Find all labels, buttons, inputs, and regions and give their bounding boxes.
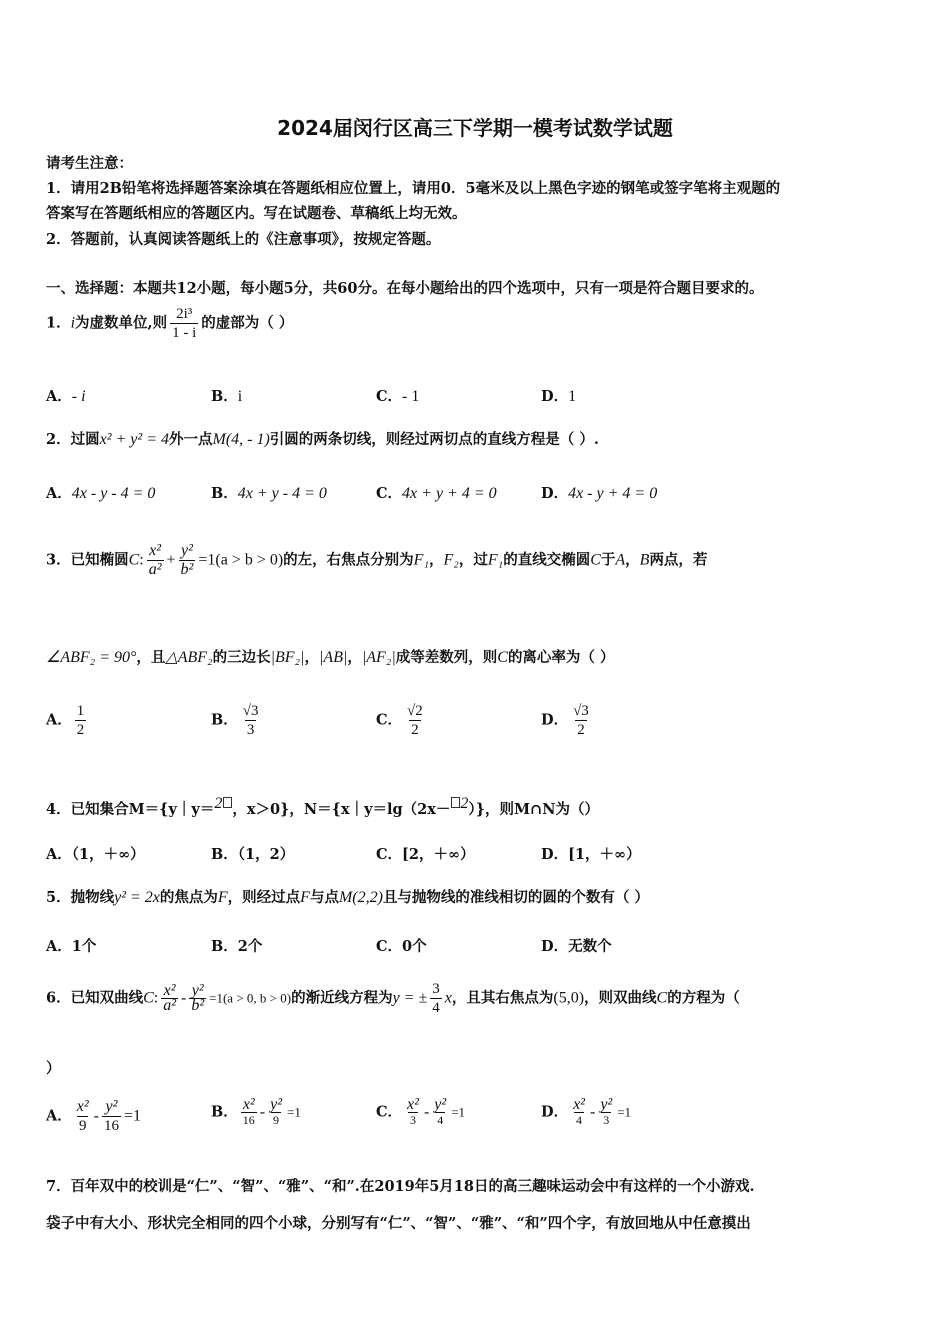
q3-side-af2: |AF₂| bbox=[361, 649, 396, 666]
q5-text-4: 且与抛物线的准线相切的圆的个数有（ ） bbox=[382, 889, 649, 906]
q3-text-5: 两点，若 bbox=[649, 551, 708, 569]
q6-option-d-eq: =1 bbox=[617, 1104, 632, 1120]
q5-option-a-value: 1个 bbox=[71, 938, 97, 955]
q1-var-i: i bbox=[70, 314, 76, 332]
notice-heading: 请考生注意： bbox=[46, 155, 133, 172]
q3-option-c-num: √2 bbox=[407, 703, 423, 719]
q5-text-1: 的焦点为 bbox=[159, 889, 218, 906]
question-1 bbox=[46, 305, 293, 342]
q3-option-c-frac bbox=[405, 702, 425, 739]
q6-option-b[interactable] bbox=[211, 1098, 301, 1127]
q1-number: 1． bbox=[46, 314, 71, 332]
q3-option-d-frac bbox=[571, 702, 591, 739]
q4-option-d-label: D． bbox=[541, 846, 569, 863]
q4-option-c-label: C． bbox=[376, 846, 403, 863]
q3-text-9: 的离心率为（ ） bbox=[507, 649, 615, 666]
q6-option-b-frac-1 bbox=[241, 1098, 257, 1127]
q6-asym-den: 4 bbox=[432, 1000, 440, 1016]
q3-ellipse-name-3: C bbox=[497, 649, 508, 666]
q6-option-b-n1: x² bbox=[242, 1096, 255, 1113]
q3-colon: : bbox=[139, 551, 144, 569]
q2-option-d-label: D． bbox=[541, 485, 569, 502]
q6-option-a-minus: - bbox=[93, 1107, 99, 1125]
q6-option-c-eq: =1 bbox=[451, 1104, 466, 1120]
notice-line-2: 2．答题前，认真阅读答题纸上的《注意事项》，按规定答题。 bbox=[46, 231, 441, 248]
q6-close-paren: ） bbox=[46, 1060, 61, 1077]
q6-option-b-d1: 16 bbox=[242, 1113, 255, 1127]
q6-option-c-n1: x² bbox=[407, 1096, 419, 1113]
q2-option-a-label: A． bbox=[46, 485, 72, 502]
q6-option-d-minus: - bbox=[589, 1103, 596, 1121]
question-6 bbox=[46, 980, 740, 1017]
q5-option-a-label: A． bbox=[46, 938, 72, 955]
q4-option-a-value: （1，＋∞） bbox=[71, 846, 145, 863]
q1-option-c-value: - 1 bbox=[402, 388, 420, 405]
q3-point-b: B bbox=[639, 551, 650, 569]
q3-option-d[interactable] bbox=[541, 702, 594, 739]
q5-option-a[interactable] bbox=[46, 935, 96, 956]
q6-option-a-eq: =1 bbox=[124, 1107, 142, 1125]
q1-text-1: 为虚数单位,则 bbox=[75, 314, 168, 332]
q1-frac-num: 2i³ bbox=[176, 306, 193, 322]
question-2 bbox=[46, 428, 599, 449]
q3-plus: + bbox=[166, 551, 176, 569]
q3-side-ab: |AB| bbox=[319, 649, 348, 666]
q4-option-b-value: （1，2） bbox=[237, 846, 295, 863]
q3-option-d-num: √3 bbox=[573, 703, 589, 719]
q4-option-b[interactable] bbox=[211, 843, 294, 864]
q6-option-b-d2: 9 bbox=[273, 1113, 280, 1127]
q6-option-a-n2: y² bbox=[105, 1098, 118, 1115]
q2-option-c-label: C． bbox=[376, 485, 403, 502]
q3-option-c-den: 2 bbox=[411, 722, 419, 738]
section-heading: 一、选择题：本题共12小题，每小题5分，共60分。在每小题给出的四个选项中，只有一项是符合题目要求的。 bbox=[46, 280, 764, 297]
q2-option-a-value: 4x - y - 4 = 0 bbox=[71, 485, 156, 502]
q3-text-7: 的三边长 bbox=[212, 649, 271, 666]
q3-eq-tail: =1(a > b > 0) bbox=[198, 551, 284, 569]
q4-exponent-1: 2 bbox=[214, 795, 223, 812]
q3-f2: F₂ bbox=[443, 551, 459, 569]
q5-focus-2: F bbox=[300, 889, 310, 906]
q6-option-a-frac-1 bbox=[75, 1098, 91, 1135]
q3-text-4: 于 bbox=[600, 551, 616, 569]
q3-option-d-label: D． bbox=[541, 711, 569, 729]
q4-option-c-value: [2，＋∞） bbox=[402, 846, 475, 863]
q3-text-8: 成等差数列，则 bbox=[395, 649, 498, 666]
q6-option-d-label: D． bbox=[541, 1103, 569, 1121]
q6-option-d-n1: x² bbox=[573, 1096, 585, 1113]
q4-option-d[interactable] bbox=[541, 843, 641, 864]
question-3-line-2: ∠ABF₂ = 90°，且△ABF₂的三边长|BF₂|，|AB|，|AF₂|成等差数列，则C的离心率为（ ） bbox=[46, 649, 615, 666]
q2-text-2: 引圆的两条切线，则经过两切点的直线方程是（ ）. bbox=[269, 431, 599, 448]
q6-hyperbola-name-2: C bbox=[656, 989, 668, 1007]
q2-number: 2．过圆 bbox=[46, 431, 100, 448]
q5-focus: F bbox=[217, 889, 228, 906]
q6-option-c-minus: - bbox=[423, 1103, 430, 1121]
q3-ellipse-name: C bbox=[128, 551, 140, 569]
q3-option-c-label: C． bbox=[376, 711, 403, 729]
q6-option-c-frac-1 bbox=[405, 1098, 421, 1127]
q1-option-a-value: - i bbox=[71, 388, 86, 405]
q1-option-b-label: B． bbox=[211, 388, 238, 405]
q1-option-b-value: i bbox=[237, 388, 243, 405]
q6-option-c-frac-2 bbox=[432, 1098, 448, 1127]
q3-f1: F₁ bbox=[413, 551, 430, 569]
q6-option-a-n1: x² bbox=[76, 1098, 89, 1115]
q6-option-d-d1: 4 bbox=[576, 1113, 583, 1127]
q4-option-a[interactable] bbox=[46, 843, 145, 864]
q6-fy-den: b² bbox=[191, 997, 205, 1014]
q6-text-4: 的方程为（ bbox=[667, 989, 740, 1007]
q6-option-b-n2: y² bbox=[270, 1096, 282, 1113]
q6-minus: - bbox=[181, 989, 187, 1007]
q3-number: 3．已知椭圆 bbox=[46, 551, 129, 569]
q4-missing-glyph-1 bbox=[223, 797, 232, 808]
q5-point-m: M(2,2) bbox=[338, 889, 383, 906]
q3-frac-y bbox=[179, 542, 196, 579]
question-4 bbox=[46, 795, 599, 819]
q6-text-2: ，且其右焦点为 bbox=[451, 989, 554, 1007]
q3-option-b-frac bbox=[241, 702, 261, 739]
q5-option-c-label: C． bbox=[376, 938, 403, 955]
q3-ellipse-name-2: C bbox=[590, 551, 601, 569]
q6-option-b-minus: - bbox=[259, 1103, 266, 1121]
q6-option-d-frac-1 bbox=[571, 1098, 587, 1127]
q2-text-1: 外一点 bbox=[168, 431, 213, 448]
q1-option-c-label: C． bbox=[376, 388, 403, 405]
q1-option-d-label: D． bbox=[541, 388, 569, 405]
q4-option-b-label: B． bbox=[211, 846, 238, 863]
q6-number: 6．已知双曲线 bbox=[46, 989, 144, 1007]
q6-asym-pre: y = ± bbox=[392, 989, 428, 1007]
q6-option-b-label: B． bbox=[211, 1103, 238, 1121]
q4-option-a-label: A． bbox=[46, 846, 72, 863]
q6-option-d-d2: 3 bbox=[603, 1113, 610, 1127]
q3-option-d-den: 2 bbox=[577, 722, 585, 738]
q6-option-a-d1: 9 bbox=[78, 1118, 87, 1134]
q1-option-c[interactable] bbox=[376, 385, 419, 406]
page-title: 2024届闵行区高三下学期一模考试数学试题 bbox=[277, 116, 673, 140]
q3-point-a: A bbox=[615, 551, 626, 569]
q5-text-3: 与点 bbox=[309, 889, 339, 906]
q6-fx-num: x² bbox=[163, 982, 176, 999]
q6-option-b-frac-2 bbox=[268, 1098, 284, 1127]
q3-triangle: △ABF₂ bbox=[165, 649, 213, 666]
q6-text-3: ，则双曲线 bbox=[584, 989, 657, 1007]
q1-option-d-value: 1 bbox=[568, 388, 577, 405]
q5-option-b[interactable] bbox=[211, 935, 262, 956]
q6-option-d-n2: y² bbox=[600, 1096, 613, 1113]
q5-option-c-value: 0个 bbox=[402, 938, 427, 955]
q6-asym-frac bbox=[430, 980, 442, 1017]
q1-fraction bbox=[170, 305, 198, 342]
q4-option-d-value: [1，＋∞） bbox=[568, 846, 641, 863]
q1-frac-den: 1 - i bbox=[172, 325, 197, 341]
q2-circle-equation: x² + y² = 4 bbox=[99, 431, 169, 448]
q4-text-b: ，x＞0}，N＝{x｜y＝lg（2x－ bbox=[232, 800, 451, 818]
q6-frac-y bbox=[189, 984, 206, 1013]
q3-frac-x bbox=[147, 542, 164, 579]
q6-option-a[interactable] bbox=[46, 1098, 141, 1135]
q3-option-a-frac bbox=[75, 702, 87, 739]
q2-point: M(4, - 1) bbox=[212, 431, 270, 448]
q1-option-b[interactable] bbox=[211, 385, 242, 406]
q6-text-1: 的渐近线方程为 bbox=[291, 989, 393, 1007]
q3-fy-den: b² bbox=[180, 561, 194, 578]
q2-option-d-value: 4x - y + 4 = 0 bbox=[568, 485, 658, 502]
q2-option-c[interactable] bbox=[376, 482, 497, 503]
q3-text-6: ，且 bbox=[136, 649, 166, 666]
q3-option-a-den: 2 bbox=[76, 722, 85, 738]
notice-line-1b: 答案写在答题纸相应的答题区内。写在试题卷、草稿纸上均无效。 bbox=[46, 205, 467, 222]
q6-option-c-label: C． bbox=[376, 1103, 403, 1121]
q3-text-2: ，过 bbox=[458, 551, 488, 569]
q3-text-1: 的左，右焦点分别为 bbox=[283, 551, 414, 569]
q3-option-b-num: √3 bbox=[242, 703, 259, 719]
q3-f1-again: F₁ bbox=[487, 551, 504, 569]
q6-option-d[interactable] bbox=[541, 1098, 631, 1127]
q4-text-a: 4．已知集合M＝{y｜y＝ bbox=[46, 800, 215, 818]
q6-option-c-d2: 4 bbox=[437, 1113, 444, 1127]
question-7-line-2: 袋子中有大小、形状完全相同的四个小球，分别写有“仁”、“智”、“雅”、“和”四个字，有放回地从中任意摸出 bbox=[46, 1215, 751, 1232]
q6-option-c-d1: 3 bbox=[410, 1113, 416, 1127]
q3-option-a-label: A． bbox=[46, 711, 72, 729]
q2-option-d[interactable] bbox=[541, 482, 657, 503]
q6-fy-num: y² bbox=[191, 982, 204, 999]
q4-text-c: ）}，则M∩N为（） bbox=[468, 800, 599, 818]
q3-option-a-num: 1 bbox=[76, 703, 85, 719]
q3-option-c[interactable] bbox=[376, 702, 428, 739]
question-3-line-1: 3．已知椭圆C: $\frac{\text{x²}}{\text{a²}}$ + $\frac{\text{y²}}{\text{b²}}$ =1(a > b > 0)的左，右焦点分别为F₁，F₂，过F₁的直线交椭圆C于A，B两点，若 bbox=[46, 542, 708, 578]
q6-option-c[interactable] bbox=[376, 1098, 465, 1127]
q1-option-a[interactable] bbox=[46, 385, 86, 406]
q6-option-a-d2: 16 bbox=[104, 1118, 119, 1134]
q5-option-d-label: D． bbox=[541, 938, 569, 955]
question-7-line-1: 7．百年双中的校训是“仁”、“智”、“雅”、“和”.在2019年5月18日的高三趣味运动会中有这样的一个小游戏. bbox=[46, 1178, 755, 1195]
q5-text-2: ，则经过点 bbox=[227, 889, 301, 906]
q2-option-a[interactable] bbox=[46, 482, 155, 503]
q6-option-a-label: A． bbox=[46, 1107, 72, 1125]
q1-text-2: 的虚部为（ ） bbox=[201, 314, 294, 332]
q5-option-d-value: 无数个 bbox=[568, 938, 612, 955]
q4-exponent-2: 2 bbox=[460, 795, 469, 812]
q2-option-b-value: 4x + y - 4 = 0 bbox=[237, 485, 327, 502]
q6-eq-tail: =1(a > 0, b > 0) bbox=[209, 990, 292, 1006]
q3-fy-num: y² bbox=[180, 542, 193, 559]
q3-option-b-den: 3 bbox=[246, 722, 255, 738]
q2-option-c-value: 4x + y + 4 = 0 bbox=[402, 485, 497, 502]
q6-option-d-frac-2 bbox=[598, 1098, 614, 1127]
question-5 bbox=[46, 886, 649, 907]
q3-option-b-label: B． bbox=[211, 711, 238, 729]
q5-number: 5．抛物线 bbox=[46, 889, 115, 906]
q5-option-b-value: 2个 bbox=[237, 938, 263, 955]
q3-fx-den: a² bbox=[148, 561, 162, 578]
q6-hyperbola-name: C bbox=[143, 989, 154, 1007]
q5-parabola: y² = 2x bbox=[114, 889, 160, 906]
q1-option-d[interactable] bbox=[541, 385, 576, 406]
q4-option-c[interactable] bbox=[376, 843, 475, 864]
q5-option-b-label: B． bbox=[211, 938, 238, 955]
q6-asym-x: x bbox=[444, 989, 452, 1007]
notice-line-1: 1．请用2B铅笔将选择题答案涂填在答题纸相应位置上，请用0．5毫米及以上黑色字迹的钢笔或签字笔将主观题的 bbox=[46, 180, 781, 197]
q6-frac-x bbox=[161, 984, 178, 1013]
q3-fx-num: x² bbox=[149, 542, 162, 559]
q3-option-b[interactable] bbox=[211, 702, 264, 739]
q1-option-a-label: A． bbox=[46, 388, 72, 405]
q6-asym-num: 3 bbox=[432, 981, 440, 997]
q3-side-bf2: |BF₂| bbox=[270, 649, 305, 666]
q3-option-a[interactable] bbox=[46, 702, 89, 739]
q2-option-b[interactable] bbox=[211, 482, 327, 503]
q6-option-a-frac-2 bbox=[102, 1098, 121, 1135]
q2-option-b-label: B． bbox=[211, 485, 238, 502]
q6-colon: : bbox=[153, 989, 159, 1007]
q3-angle: ∠ABF₂ = 90° bbox=[46, 649, 137, 666]
q3-text-3: 的直线交椭圆 bbox=[503, 551, 591, 569]
q6-fx-den: a² bbox=[163, 997, 177, 1014]
q5-option-c[interactable] bbox=[376, 935, 427, 956]
q5-option-d[interactable] bbox=[541, 935, 612, 956]
q6-option-b-eq: =1 bbox=[287, 1104, 301, 1120]
q6-focus: (5,0) bbox=[553, 989, 585, 1007]
q6-option-c-n2: y² bbox=[434, 1096, 447, 1113]
